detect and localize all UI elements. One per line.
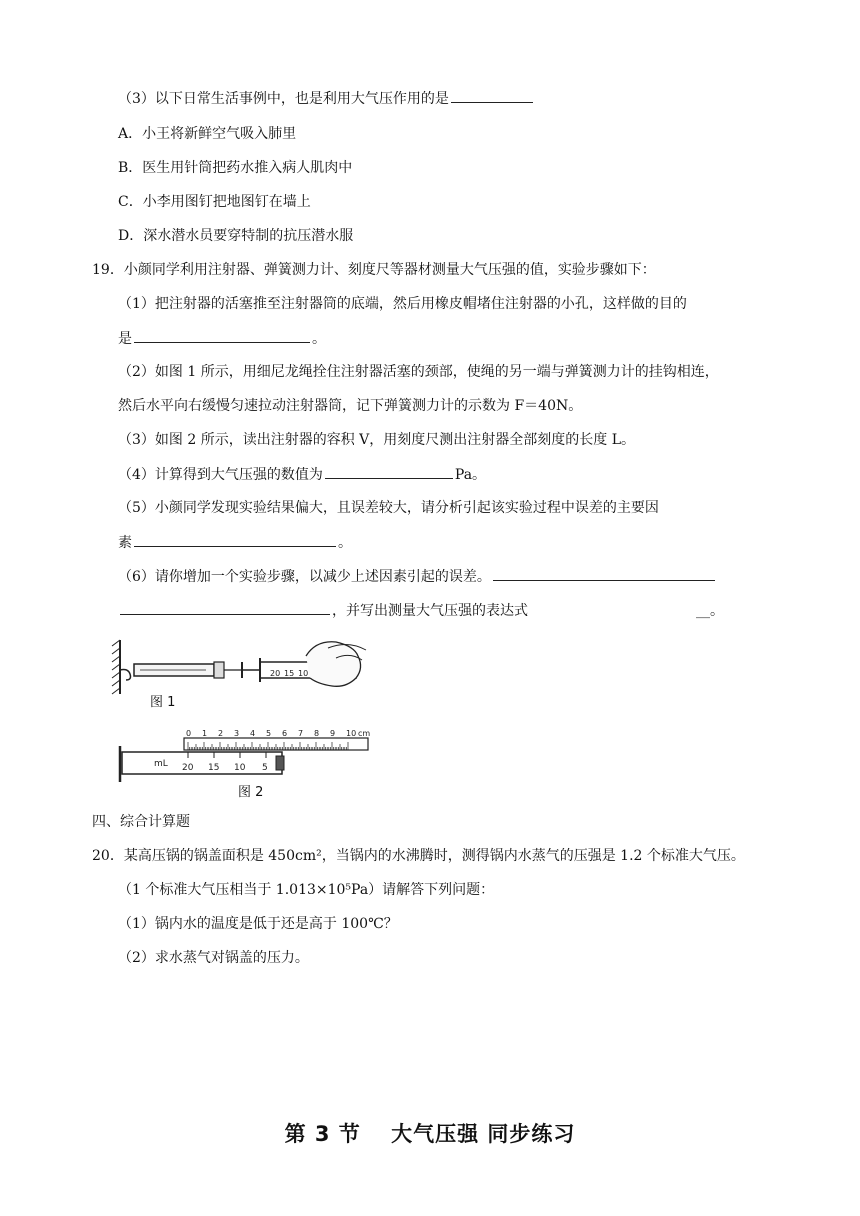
q19-step5-line2: 素 。 xyxy=(118,532,352,553)
ruler-tick-label: 9 xyxy=(330,729,336,738)
q19-step6-line2: ，并写出测量大气压强的表达式 __。 xyxy=(118,600,724,621)
ruler-tick-label: 10 xyxy=(346,729,357,738)
hand-drawing xyxy=(306,642,361,687)
answer-blank[interactable] xyxy=(120,600,330,615)
ruler-tick-label: 6 xyxy=(282,729,288,738)
ruler-tick-label: 7 xyxy=(298,729,304,738)
syringe-barrel xyxy=(122,752,282,774)
q20-line1: 20．某高压锅的锅盖面积是 450cm²，当锅内的水沸腾时，测得锅内水蒸气的压强是 1.2 个标准大气压。 xyxy=(92,848,745,864)
answer-blank[interactable] xyxy=(325,464,453,479)
q19-step1-line1: （1）把注射器的活塞推至注射器筒的底端，然后用橡皮帽堵住注射器的小孔，这样做的目的 xyxy=(118,296,687,312)
figure-2-label: 图 2 xyxy=(238,785,264,800)
syringe-tip xyxy=(276,756,284,770)
q18-part3: （3）以下日常生活事例中，也是利用大气压作用的是 xyxy=(118,88,535,109)
ruler-tick-label: 4 xyxy=(250,729,256,738)
ruler-unit: cm xyxy=(358,729,371,738)
ruler-tick-label: 5 xyxy=(266,729,272,738)
q20-line2: （1 个标准大气压相当于 1.013×10⁵Pa）请解答下列问题： xyxy=(118,882,495,898)
q20-part1: （1）锅内水的温度是低于还是高于 100℃？ xyxy=(118,916,398,932)
q19-step3: （3）如图 2 所示，读出注射器的容积 V，用刻度尺测出注射器全部刻度的长度 L。 xyxy=(118,432,636,448)
q18-option-c: C．小李用图钉把地图钉在墙上 xyxy=(118,194,311,210)
answer-blank[interactable] xyxy=(134,328,310,343)
figure-2 xyxy=(110,726,380,802)
syringe-mark: 15 xyxy=(284,669,295,678)
syringe-mark: 5 xyxy=(262,763,268,773)
q20-part2: （2）求水蒸气对锅盖的压力。 xyxy=(118,950,309,966)
syringe-mark: 15 xyxy=(208,763,220,773)
ruler-tick-label: 0 xyxy=(186,729,192,738)
ruler-tick-label: 3 xyxy=(234,729,240,738)
syringe-unit: mL xyxy=(154,759,168,769)
wall-hook xyxy=(120,670,131,681)
figure-1 xyxy=(110,636,390,714)
q19-step2-line1: （2）如图 1 所示，用细尼龙绳拴住注射器活塞的颈部，使绳的另一端与弹簧测力计的挂钩相连， xyxy=(118,364,719,380)
answer-blank[interactable] xyxy=(451,88,533,103)
answer-blank[interactable] xyxy=(493,566,715,581)
answer-blank[interactable] xyxy=(134,532,336,547)
page-title: 第 3 节 大气压强 同步练习 xyxy=(284,1122,576,1146)
q19-step5-line1: （5）小颜同学发现实验结果偏大，且误差较大，请分析引起该实验过程中误差的主要因 xyxy=(118,500,659,516)
q19-step2-line2: 然后水平向右缓慢匀速拉动注射器筒，记下弹簧测力计的示数为 F＝40N。 xyxy=(118,398,583,414)
ruler-tick-label: 8 xyxy=(314,729,320,738)
ruler-labels xyxy=(186,729,370,738)
wall-hatching xyxy=(112,640,120,694)
q18-option-a: A．小王将新鲜空气吸入肺里 xyxy=(118,126,297,142)
spring-scale-end xyxy=(214,662,224,678)
figure-1-label: 图 1 xyxy=(150,695,176,710)
q19-step6-line1: （6）请你增加一个实验步骤，以减少上述因素引起的误差。 xyxy=(118,566,717,587)
syringe-mark: 10 xyxy=(298,669,309,678)
syringe-mark: 10 xyxy=(234,763,246,773)
syringe-mark: 20 xyxy=(182,763,194,773)
q18-option-d: D．深水潜水员要穿特制的抗压潜水服 xyxy=(118,228,354,244)
syringe-mark: 20 xyxy=(270,669,281,678)
q18-option-b: B．医生用针筒把药水推入病人肌肉中 xyxy=(118,160,353,176)
q19-step1-line2: 是 。 xyxy=(118,328,326,349)
ruler-tick-label: 2 xyxy=(218,729,224,738)
section-4-heading: 四、综合计算题 xyxy=(92,814,190,830)
q19-step4: （4）计算得到大气压强的数值为 Pa。 xyxy=(118,464,486,485)
ruler-tick-label: 1 xyxy=(202,729,208,738)
q19-stem: 19．小颜同学利用注射器、弹簧测力计、刻度尺等器材测量大气压强的值，实验步骤如下： xyxy=(92,262,656,278)
